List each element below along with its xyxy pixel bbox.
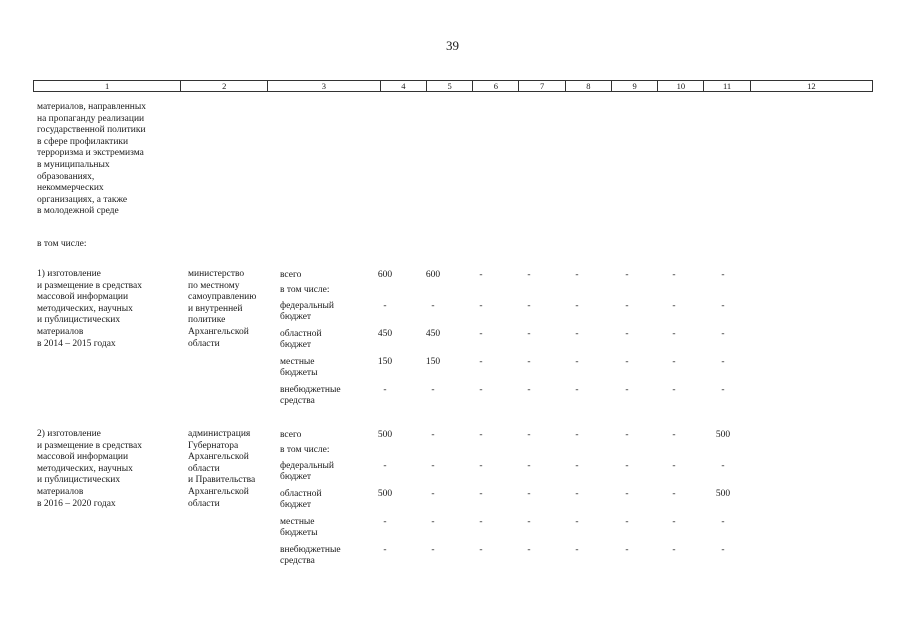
value-cell: - [672,461,676,471]
value-cell: - [527,430,531,440]
value-cell: - [431,385,435,395]
value-cell: - [431,301,435,311]
value-cell: - [527,461,531,471]
row-label: местные бюджеты [280,517,318,538]
value-cell: - [721,517,725,527]
value-cell: - [672,430,676,440]
value-cell: - [575,385,579,395]
value-cell: - [527,301,531,311]
value-cell: - [479,385,483,395]
row-label: местные бюджеты [280,357,318,378]
value-cell: - [479,517,483,527]
value-cell: - [625,489,629,499]
value-cell: - [431,489,435,499]
value-cell: - [575,270,579,280]
value-cell: - [383,545,387,555]
value-cell: - [431,545,435,555]
column-header-7: 7 [519,81,565,91]
value-cell: - [575,430,579,440]
row-label: федеральный бюджет [280,301,334,322]
value-cell: - [479,545,483,555]
row-label: областной бюджет [280,489,322,510]
section-1-executor: министерство по местному самоуправлению и внутренней политике Архангельской области [188,269,257,349]
value-cell: - [479,430,483,440]
column-header-12: 12 [807,81,816,91]
value-cell: - [431,517,435,527]
row-label: областной бюджет [280,329,322,350]
value-cell: 500 [715,430,731,440]
value-cell: - [721,270,725,280]
row-label: федеральный бюджет [280,461,334,482]
page-number: 39 [446,38,459,53]
row-label: всего [280,270,302,280]
value-cell: - [527,545,531,555]
value-cell: - [625,461,629,471]
value-cell: 500 [715,489,731,499]
row-label: внебюджетные средства [280,545,341,566]
including-label: в том числе: [37,239,87,249]
value-cell: - [721,301,725,311]
value-cell: - [625,301,629,311]
value-cell: - [527,357,531,367]
intro-text: материалов, направленных на пропаганду реализации государственной политики в сфере профилактики терроризма и экстремизма в муниципальных образованиях, некоммерческих организациях, а также в молодежной среде [37,102,146,217]
value-cell: - [672,385,676,395]
value-cell: 150 [377,357,393,367]
value-cell: - [575,489,579,499]
value-cell: - [431,430,435,440]
value-cell: - [479,461,483,471]
value-cell: - [625,430,629,440]
section-2-executor: администрация Губернатора Архангельской области и Правительства Архангельской области [188,429,256,509]
value-cell: 450 [377,329,393,339]
value-cell: - [527,270,531,280]
value-cell: - [527,329,531,339]
value-cell: - [575,329,579,339]
value-cell: - [672,489,676,499]
value-cell: - [625,385,629,395]
value-cell: 450 [425,329,441,339]
row-label: всего [280,430,302,440]
value-cell: - [479,329,483,339]
value-cell: - [527,385,531,395]
value-cell: - [575,545,579,555]
value-cell: - [527,489,531,499]
value-cell: - [625,329,629,339]
value-cell: - [479,301,483,311]
value-cell: - [383,461,387,471]
value-cell: - [721,545,725,555]
value-cell: - [383,517,387,527]
value-cell: - [479,357,483,367]
value-cell: - [672,329,676,339]
value-cell: - [721,329,725,339]
value-cell: 150 [425,357,441,367]
value-cell: 500 [377,430,393,440]
value-cell: - [672,270,676,280]
value-cell: - [721,357,725,367]
value-cell: - [383,301,387,311]
value-cell: - [479,489,483,499]
value-cell: - [431,461,435,471]
value-cell: - [721,385,725,395]
value-cell: - [672,517,676,527]
value-cell: - [625,270,629,280]
column-header-11: 11 [704,81,750,91]
value-cell: - [672,545,676,555]
column-header-5: 5 [427,81,473,91]
value-cell: - [672,357,676,367]
column-header-6: 6 [473,81,519,91]
section-2-title: 2) изготовление и размещение в средствах массовой информации методических, научных и публицистических материалов в 2016 – 2020 годах [37,429,143,509]
value-cell: 600 [377,270,393,280]
section-1-title: 1) изготовление и размещение в средствах массовой информации методических, научных и публицистических материалов в 2014 – 2015 годах [37,269,143,349]
value-cell: - [575,461,579,471]
column-header-8: 8 [566,81,612,91]
value-cell: - [575,301,579,311]
column-header-1: 1 [34,81,181,91]
value-cell: - [575,517,579,527]
value-cell: - [721,461,725,471]
column-header-9: 9 [612,81,658,91]
value-cell: - [383,385,387,395]
row-label: в том числе: [280,285,330,295]
table-header-row [33,80,873,92]
row-label: в том числе: [280,445,330,455]
value-cell: - [625,545,629,555]
column-header-10: 10 [658,81,704,91]
value-cell: - [575,357,579,367]
column-header-2: 2 [181,81,268,91]
value-cell: - [479,270,483,280]
value-cell: - [625,357,629,367]
value-cell: 600 [425,270,441,280]
value-cell: 500 [377,489,393,499]
column-header-4: 4 [381,81,427,91]
value-cell: - [672,301,676,311]
column-header-3: 3 [268,81,381,91]
row-label: внебюджетные средства [280,385,341,406]
value-cell: - [625,517,629,527]
value-cell: - [527,517,531,527]
